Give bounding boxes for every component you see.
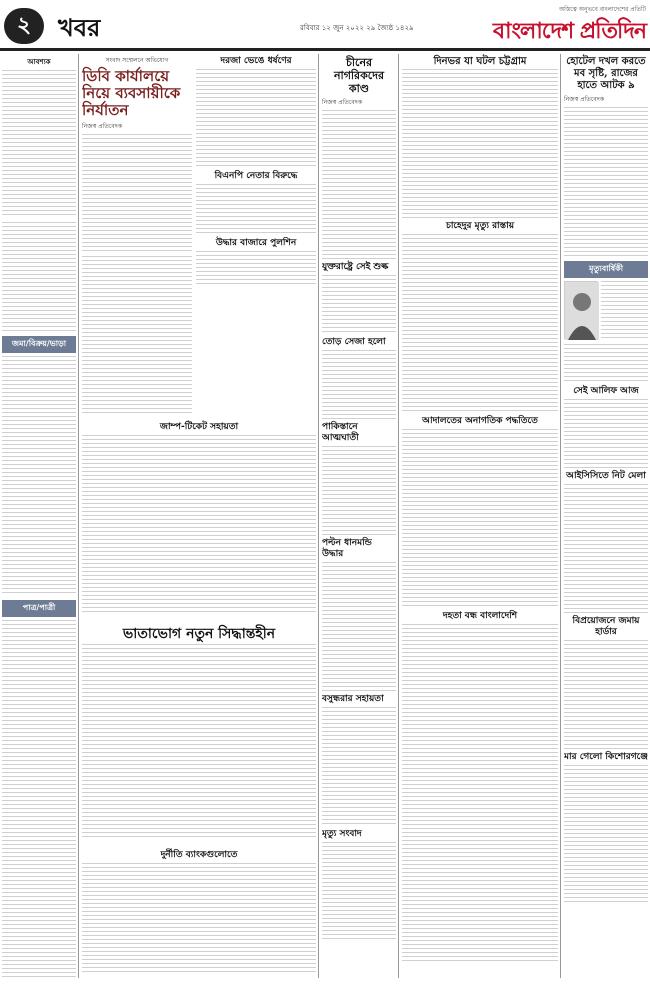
story-body: [402, 234, 558, 414]
column-divider: [398, 54, 399, 978]
story-headline: আইসিসিতে নিট মেলা: [566, 471, 646, 481]
obituary-banner: মৃত্যুবার্ষিকী: [564, 261, 648, 278]
story-body: [564, 640, 648, 750]
story-body: [402, 624, 558, 964]
far-right-column: [564, 54, 648, 980]
column-divider: [318, 54, 319, 978]
section-head-matrimony: পাত্র/পাত্রী: [2, 600, 76, 617]
column-divider: [560, 54, 561, 978]
obituary-body: [564, 344, 648, 384]
story-headline: দহতা বন্ধ বাংলাদেশি: [442, 611, 518, 621]
story-body: [322, 275, 396, 335]
story-headline: দিনভর যা ঘটল চট্টগ্রাম: [433, 56, 527, 67]
story-body: [564, 765, 648, 905]
logo-tagline: অস্তিত্বে অনুভবে বাংলাদেশের প্রতিটি: [558, 6, 646, 13]
obituary-text: [601, 281, 648, 339]
story-body: [322, 562, 396, 692]
story-headline: যুক্তরাষ্ট্রে সেই শুল্ক: [322, 262, 389, 272]
story-body: [82, 435, 316, 615]
column-divider: [78, 54, 79, 978]
story-body: [564, 484, 648, 614]
classified-text-block: [2, 356, 76, 596]
classified-text-block: [2, 620, 76, 980]
section-head-land: জমা/বিক্রয়/ভাড়া: [2, 336, 76, 353]
mid-right-column: [322, 54, 396, 980]
story-headline: পাকিস্তানে আত্মঘাতী: [322, 422, 359, 443]
story-headline: বসুন্ধরার সহায়তা: [322, 694, 384, 704]
story-bank: [82, 848, 316, 978]
obituary-photo: [564, 281, 598, 339]
story-body: [196, 184, 316, 236]
story-headline: বিপ্রয়োজনে জমায় হার্ডার: [572, 616, 640, 637]
story-headline: মার গেলো কিশোরগঞ্জে: [564, 752, 648, 762]
story-body: [322, 350, 396, 420]
story-headline: তোড় সেজা হলো: [322, 337, 386, 347]
story-body: [322, 110, 396, 260]
story-body: [402, 69, 558, 219]
story-headline: দুর্নীতি ব্যাংকগুলোতে: [160, 850, 238, 860]
story-headline: হোটেল দখল করতে মব সৃষ্টি, রাজের হাতে আটক ৯: [566, 56, 646, 91]
story-headline: ভাতাভোগ নতুন সিদ্ধান্তহীন: [122, 626, 276, 642]
story-body: [564, 107, 648, 257]
story-headline: মৃত্যু সংবাদ: [322, 829, 362, 839]
story-headline: বিএনপি নেতার বিরুদ্ধে: [214, 171, 298, 181]
story-headline: আদালতের অনাগতিক পদ্ধতিতে: [422, 416, 538, 426]
story-ticket: [82, 420, 316, 620]
lead-body-continued: [82, 256, 192, 414]
masthead: [0, 0, 650, 52]
lead-story: [82, 54, 192, 254]
story-allowance: [82, 624, 316, 844]
logo-text: বাংলাদেশ প্রতিদিন: [492, 18, 646, 44]
story-headline: পল্টন ধানমন্ডি উদ্ধার: [322, 538, 372, 559]
story-headline: চাহেদুর মৃত্যু রাস্তায়: [445, 221, 515, 231]
section-title: খবর: [58, 13, 101, 42]
story-body: [82, 863, 316, 975]
story-body: [196, 69, 316, 169]
lead-body: [82, 134, 192, 254]
lead-kicker: সংবাদ সম্মেলনে অভিযোগ: [105, 57, 169, 64]
story-headline: দরজা ভেঙে ধর্ষণের: [220, 56, 292, 66]
newspaper-logo: [468, 4, 646, 46]
story-byline: নিজস্ব প্রতিবেদক: [564, 96, 605, 103]
story-headline: সেই আলিফ আজ: [573, 386, 639, 396]
story-byline: নিজস্ব প্রতিবেদক: [322, 99, 363, 106]
lead-headline: ডিবি কার্যালয়ে নিয়ে ব্যবসায়ীকে নির্যাতন: [82, 67, 181, 119]
right-main-column: [402, 54, 558, 980]
story-body: [402, 429, 558, 609]
classified-text-block: [2, 70, 76, 218]
story-headline: জাম্প-টিকেট সহায়তা: [159, 422, 239, 432]
date-line: রবিবার ১২ জুন ২০২২ ২৯ জ্যৈষ্ঠ ১৪২৯: [300, 24, 414, 32]
lead-byline: নিজস্ব প্রতিবেদক: [82, 123, 123, 130]
story-body: [322, 707, 396, 827]
lead-continued: [82, 256, 192, 416]
story-headline: উদ্ধার বাজারে পুলশিন: [215, 238, 297, 248]
story-headline: চীনের নাগরিকদের কাণ্ড: [333, 56, 385, 95]
story-body: [196, 251, 316, 284]
obituary-block: [564, 281, 648, 341]
page-number-badge: ২: [4, 8, 44, 44]
story-body: [82, 644, 316, 840]
classifieds-column: [2, 54, 76, 980]
story-body: [322, 842, 396, 942]
story-body: [322, 446, 396, 536]
section-head-wanted: আবশ্যক: [27, 58, 51, 66]
masthead-rule: [0, 48, 650, 51]
classified-text-block: [2, 222, 76, 332]
story-rape: [196, 54, 316, 284]
story-body: [564, 399, 648, 469]
